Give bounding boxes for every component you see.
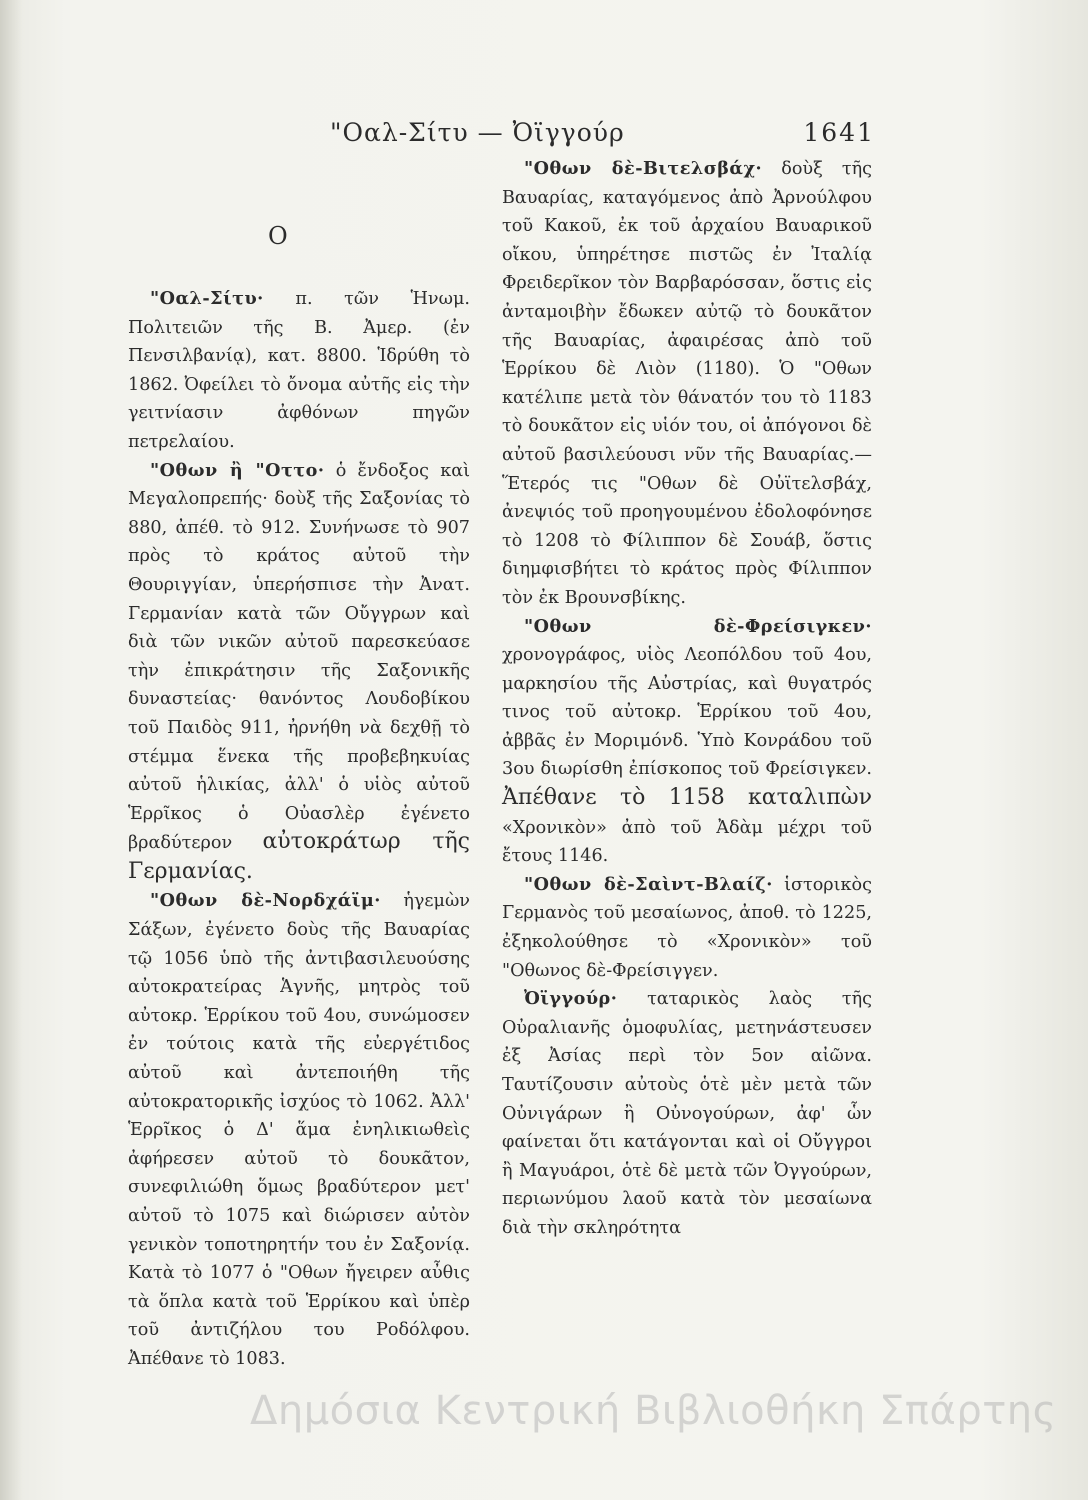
- entry-text-large: αὐτοκράτωρ τῆς Γερμανίας.: [128, 829, 470, 884]
- left-column: [128, 285, 470, 1374]
- library-watermark: Δημόσια Κεντρική Βιβλιοθήκη Σπάρτης: [250, 1388, 1057, 1434]
- entry-headword: "Οθων δὲ-Φρείσιγκεν·: [524, 615, 872, 637]
- entry-oal-city: [128, 285, 470, 457]
- entry-headword: "Οθων ἢ "Οττο·: [150, 459, 325, 481]
- entry-text: χρονογράφος, υἱὸς Λεοπόλδου τοῦ 4ου, μαρκησίου τῆς Αὐστρίας, καὶ θυγατρός τινος τοῦ αὐτοκρ. Ἑρρίκου τοῦ 4ου, ἀββᾶς ἐν Μοριμόνδ. Ὑπὸ Κονράδου τοῦ 3ου διωρίσθη ἐπίσκοπος τοῦ Φρείσιγκεν.: [502, 645, 872, 780]
- entry-othon-nordheim: [128, 887, 470, 1373]
- section-letter: Ο: [268, 222, 288, 250]
- entry-othon-wittelsbach: [502, 155, 872, 613]
- running-head-title: "Οαλ-Σίτυ — Ὀϊγγούρ: [330, 118, 625, 147]
- entry-headword: "Οθων δὲ-Σαὶντ-Βλαίζ·: [524, 873, 773, 895]
- entry-text: π. τῶν Ἡνωμ. Πολιτειῶν τῆς Β. Ἀμερ. (ἐν Πενσιλβανίᾳ), κατ. 8800. Ἱδρύθη τὸ 1862. Ὀφείλει τὸ ὄνομα αὐτῆς εἰς τὴν γειτνίασιν ἀφθόνων πηγῶν πετρελαίου.: [128, 289, 470, 452]
- entry-headword: "Οαλ-Σίτυ·: [150, 288, 264, 309]
- entry-headword: Ὀϊγγούρ·: [524, 988, 618, 1010]
- entry-text: ἡγεμὼν Σάξων, ἐγένετο δοὺς τῆς Βαυαρίας τῷ 1056 ὑπὸ τῆς ἀντιβασιλευούσης αὐτοκρατείρας Ἁγνῆς, μητρὸς τοῦ αὐτοκρ. Ἑρρίκου τοῦ 4ου, συνώμοσεν ἐν τούτοις κατὰ τῆς εὐεργέτιδος αὐτοῦ καὶ ἀντεποιήθη τῆς αὐτοκρατορικῆς ἰσχύος τὸ 1062. Ἀλλ' Ἑρρῖκος ὁ Δ' ἅμα ἐνηλικιωθεὶς ἀφήρεσεν αὐτοῦ τὸ δουκᾶτον, συνεφιλιώθη ὅμως βραδύτερον μετ' αὐτοῦ τὸ 1075 καὶ διώρισεν αὐτὸν γενικὸν τοποτηρητήν του ἐν Σαξονίᾳ. Κατὰ τὸ 1077 ὁ "Οθων ἤγειρεν αὖθις τὰ ὅπλα κατὰ τοῦ Ἑρρίκου καὶ ὑπὲρ τοῦ ἀντιζήλου του Ροδόλφου. Ἀπέθανε τὸ 1083.: [128, 891, 470, 1369]
- binding-shadow: [0, 0, 22, 1500]
- entry-text: δοὺξ τῆς Βαυαρίας, καταγόμενος ἀπὸ Ἀρνούλφου τοῦ Κακοῦ, ἐκ τοῦ ἀρχαίου Βαυαρικοῦ οἴκου, ὑπηρέτησε πιστῶς ἐν Ἰταλίᾳ Φρειδερῖκον τὸν Βαρβαρόσσαν, ὅστις εἰς ἀνταμοιβὴν ἔδωκεν αὐτῷ τὸ δουκᾶτον τῆς Βαυαρίας, ἀφαιρέσας ἀπὸ τοῦ Ἑρρίκου δὲ Λιὸν (1180). Ὁ "Οθων κατέλιπε μετὰ τὸν θάνατόν του τὸ 1183 τὸ δουκᾶτον εἰς υἱόν του, οἱ ἀπόγονοι δὲ αὐτοῦ βασιλεύουσι νῦν τῆς Βαυαρίας.—Ἕτερός τις "Οθων δὲ Οὐϊτελσβάχ, ἀνεψιός τοῦ προηγουμένου ἐδολοφόνησε τὸ 1208 τὸ Φίλιππον δὲ Σουάβ, ὅστις διημφισβήτει τὸ κράτος πρὸς Φίλιππον τὸν ἐκ Βρουνσβίκης.: [502, 159, 872, 608]
- running-head: [330, 118, 875, 158]
- right-column: [502, 155, 872, 1243]
- entry-othon-otto: [128, 457, 470, 888]
- entry-othon-freising: [502, 613, 872, 871]
- entry-othon-saint-blaise: [502, 871, 872, 985]
- entry-text-continued: «Χρονικὸν» ἀπὸ τοῦ Ἀδὰμ μέχρι τοῦ ἔτους 1146.: [502, 817, 872, 867]
- entry-headword: "Οθων δὲ-Βιτελσβάχ·: [524, 158, 763, 179]
- page-number: 1641: [803, 118, 875, 147]
- entry-text: ἱστορικὸς Γερμανὸς τοῦ μεσαίωνος, ἀποθ. τὸ 1225, ἐξηκολούθησε τὸ «Χρονικὸν» τοῦ "Οθωνος δὲ-Φρείσιγγεν.: [502, 874, 872, 981]
- entry-text-large: Ἀπέθανε τὸ 1158 καταλιπὼν: [502, 785, 872, 811]
- entry-headword: "Οθων δὲ-Νορδχάϊμ·: [150, 890, 381, 912]
- entry-oigour: [502, 985, 872, 1242]
- entry-text: ὁ ἔνδοξος καὶ Μεγαλοπρεπής· δοὺξ τῆς Σαξονίας τὸ 880, ἀπέθ. τὸ 912. Συνήνωσε τὸ 907 πρὸς τὸ κράτος αὐτοῦ τὴν Θουριγγίαν, ὑπερήσπισε τὴν Ἀνατ. Γερμανίαν κατὰ τῶν Οὔγγρων καὶ διὰ τῶν νικῶν αὐτοῦ παρεσκεύασε τὴν ἐπικράτησιν τῆς Σαξονικῆς δυναστείας· θανόντος Λουδοβίκου τοῦ Παιδὸς 911, ἠρνήθη νὰ δεχθῇ τὸ στέμμα ἕνεκα τῆς προβεβηκυίας αὐτοῦ ἡλικίας, ἀλλ' ὁ υἱὸς αὐτοῦ Ἑρρῖκος ὁ Οὐασλὲρ ἐγένετο βραδύτερον: [128, 460, 470, 854]
- entry-text: ταταρικὸς λαὸς τῆς Οὐραλιανῆς ὁμοφυλίας, μετηνάστευσεν ἐξ Ἀσίας περὶ τὸν 5ον αἰῶνα. Ταυτίζουσιν αὐτοὺς ὁτὲ μὲν μετὰ τῶν Οὐνιγάρων ἢ Οὐνογούρων, ἀφ' ὧν φαίνεται ὅτι κατάγονται καὶ οἱ Οὔγγροι ἢ Μαγυάροι, ὁτὲ δὲ μετὰ τῶν Ὀγγούρων, περιωνύμου λαοῦ κατὰ τὸν μεσαίωνα διὰ τὴν σκληρότητα: [502, 989, 872, 1238]
